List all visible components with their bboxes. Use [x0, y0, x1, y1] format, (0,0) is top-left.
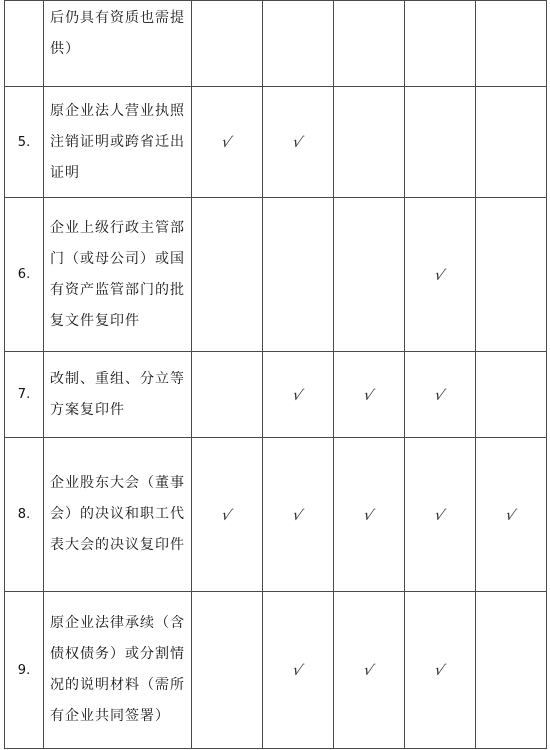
check-cell: [476, 198, 547, 352]
check-mark-icon: √: [219, 505, 235, 524]
check-mark-icon: √: [361, 505, 377, 524]
check-cell: [476, 592, 547, 749]
check-mark-icon: √: [432, 385, 448, 404]
check-cell: [263, 1, 334, 87]
row-number: 5.: [5, 87, 44, 198]
check-cell: [334, 1, 405, 87]
check-cell: [192, 198, 263, 352]
row-number: 6.: [5, 198, 44, 352]
check-mark-icon: √: [290, 505, 306, 524]
table-row: [5, 87, 547, 198]
check-mark-icon: √: [219, 132, 235, 152]
check-cell: [263, 592, 334, 749]
row-description: 原企业法律承续（含债权债务）或分割情况的说明材料（需所有企业共同签署）: [44, 592, 192, 749]
check-cell: [476, 1, 547, 87]
check-cell: [263, 198, 334, 352]
check-cell: [192, 592, 263, 749]
table-row: [5, 1, 547, 87]
check-mark-icon: √: [432, 505, 448, 524]
check-cell: [263, 438, 334, 592]
check-cell: [405, 87, 476, 198]
table-row: [5, 352, 547, 438]
check-cell: [192, 438, 263, 592]
check-mark-icon: √: [503, 505, 519, 524]
check-cell: [405, 198, 476, 352]
check-cell: [334, 352, 405, 438]
check-mark-icon: √: [432, 265, 448, 284]
check-cell: [405, 592, 476, 749]
check-mark-icon: √: [290, 660, 306, 680]
table-row: [5, 438, 547, 592]
check-cell: [334, 198, 405, 352]
check-cell: [334, 438, 405, 592]
row-description: 后仍具有资质也需提供）: [44, 1, 192, 87]
row-number: 9.: [5, 592, 44, 749]
check-cell: [334, 592, 405, 749]
check-cell: [334, 87, 405, 198]
check-mark-icon: √: [361, 660, 377, 680]
row-number: 8.: [5, 438, 44, 592]
row-description: 原企业法人营业执照注销证明或跨省迁出证明: [44, 87, 192, 198]
check-cell: [476, 87, 547, 198]
row-description: 企业上级行政主管部门（或母公司）或国有资产监管部门的批复文件复印件: [44, 198, 192, 352]
check-cell: [192, 1, 263, 87]
table-row: [5, 592, 547, 749]
row-number: [5, 1, 44, 87]
check-cell: [263, 87, 334, 198]
check-cell: [405, 438, 476, 592]
check-cell: [405, 352, 476, 438]
check-cell: [476, 438, 547, 592]
check-cell: [192, 87, 263, 198]
check-cell: [263, 352, 334, 438]
check-cell: [476, 352, 547, 438]
check-mark-icon: √: [432, 660, 448, 680]
check-mark-icon: √: [361, 385, 377, 404]
check-cell: [192, 352, 263, 438]
requirements-table: [4, 0, 547, 749]
row-number: 7.: [5, 352, 44, 438]
row-description: 改制、重组、分立等方案复印件: [44, 352, 192, 438]
check-cell: [405, 1, 476, 87]
table-row: [5, 198, 547, 352]
row-description: 企业股东大会（董事会）的决议和职工代表大会的决议复印件: [44, 438, 192, 592]
check-mark-icon: √: [290, 385, 306, 404]
check-mark-icon: √: [290, 132, 306, 152]
